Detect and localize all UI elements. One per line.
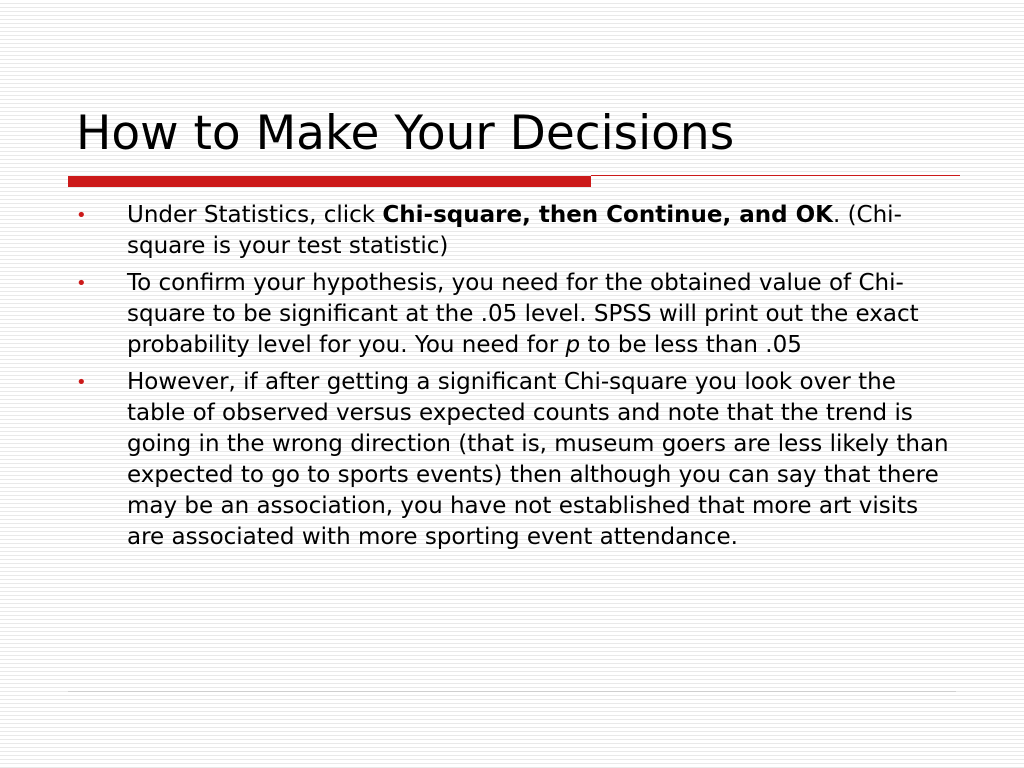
bullet-text-run: to be less than .05 <box>580 332 802 358</box>
bullet-text <box>127 268 956 361</box>
bullet-icon: • <box>76 273 87 294</box>
slide-title: How to Make Your Decisions <box>76 106 735 161</box>
footer-divider <box>68 691 956 692</box>
title-underline-thick <box>68 176 591 187</box>
bullet-text-run: However, if after getting a significant Chi-square you look over the table of observed versus expected counts and note that the trend is going in the wrong direction (that is, museum goers are less likely than expected to go to sports events) then although you can say that there may be an association, you have not established that more art visits are associated with more sporting event attendance. <box>127 369 949 550</box>
bullet-text <box>127 200 956 262</box>
title-underline-thin <box>591 175 960 176</box>
bullet-text-run-italic: p <box>565 332 581 358</box>
bullet-text <box>127 367 956 553</box>
bullet-icon: • <box>76 205 87 226</box>
bullet-text-run: . (Chi-square is your test statistic) <box>127 202 902 259</box>
bullet-list <box>76 200 956 559</box>
bullet-text-run: Under Statistics, click <box>127 202 383 228</box>
bullet-item <box>76 200 956 262</box>
bullet-item <box>76 367 956 553</box>
bullet-icon: • <box>76 372 87 393</box>
bullet-item <box>76 268 956 361</box>
bullet-text-run-bold: Chi-square, then Continue, and OK <box>382 202 833 228</box>
bullet-text-run: To confirm your hypothesis, you need for the obtained value of Chi-square to be significant at the .05 level. SPSS will print out the exact probability level for you. You need for <box>127 270 919 358</box>
